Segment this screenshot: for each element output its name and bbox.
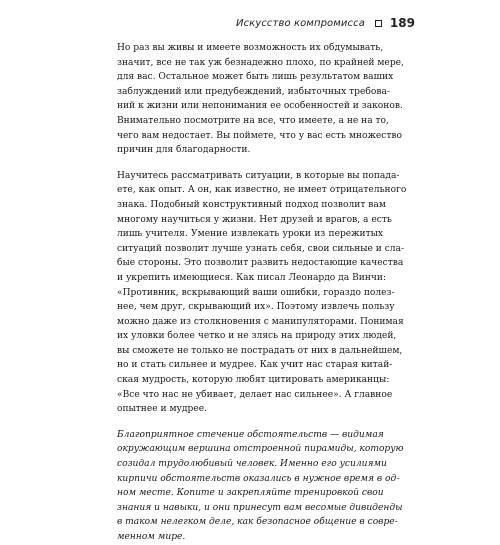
text-line: в таком нелегком деле, как безопасное общение в совре- bbox=[117, 517, 398, 528]
text-line: можно даже из столкновения с манипуляторами. Понимая bbox=[117, 316, 404, 327]
body-text bbox=[117, 41, 407, 545]
text-line: и укрепить имеющиеся. Как писал Леонардо да Винчи: bbox=[117, 272, 387, 283]
text-line: менном мире. bbox=[117, 532, 186, 542]
text-line: созидал трудолюбивый человек. Именно его усилиями bbox=[117, 459, 387, 470]
text-line: заблуждений или предубеждений, избыточных требова- bbox=[117, 86, 390, 97]
text-line: знания и навыки, и они принесут вам весомые дивиденды bbox=[117, 502, 403, 513]
text-line: чего вам недостает. Вы поймете, что у вас есть множество bbox=[117, 130, 402, 141]
text-line: ситуаций позволит лучше узнать себя, свои сильные и сла- bbox=[117, 243, 405, 254]
text-line: ете, как опыт. А он, как известно, не имеет отрицательного bbox=[117, 185, 407, 196]
running-header-title: Искусство компромисса bbox=[236, 18, 365, 29]
text-line: бые стороны. Это позволит развить недостающие качества bbox=[117, 258, 404, 269]
paragraph-circumstances bbox=[117, 428, 404, 545]
text-line: Внимательно посмотрите на все, что имеете, а не на то, bbox=[117, 115, 389, 126]
text-line: вы сможете не только не пострадать от них в дальнейшем, bbox=[117, 345, 403, 356]
text-line: для вас. Остальное может быть лишь результатом ваших bbox=[117, 72, 394, 83]
text-line: «Противник, вскрывающий ваши ошибки, гораздо полез- bbox=[117, 287, 395, 298]
text-line: ская мудрость, которую любят цитировать американцы: bbox=[117, 375, 390, 386]
text-line: нее, чем друг, скрывающий их». Поэтому извлечь пользу bbox=[117, 302, 395, 313]
text-line: Но раз вы живы и имеете возможность их обдумывать, bbox=[117, 43, 384, 53]
text-line: лишь учителя. Умение извлекать уроки из пережитых bbox=[117, 229, 383, 240]
paragraph-gratitude bbox=[117, 41, 404, 158]
text-line: причин для благодарности. bbox=[117, 145, 251, 156]
text-line: ний к жизни или непонимания ее особенностей и законов. bbox=[117, 101, 403, 112]
text-line: Благоприятное стечение обстоятельств — видимая bbox=[117, 429, 384, 440]
text-line: ном месте. Копите и закрепляйте тренировкой свои bbox=[117, 488, 384, 499]
text-line: знака. Подобный конструктивный подход позволит вам bbox=[117, 199, 386, 210]
text-line: многому научиться у жизни. Нет друзей и врагов, а есть bbox=[117, 214, 392, 225]
text-line: кирпичи обстоятельств оказались в нужное время в од- bbox=[117, 473, 400, 484]
square-bullet-icon bbox=[375, 20, 382, 27]
page-number: 189 bbox=[389, 16, 415, 30]
text-line: опытнее и мудрее. bbox=[117, 404, 207, 415]
running-header bbox=[236, 17, 415, 30]
text-line: их уловки более четко и не злясь на природу этих людей, bbox=[117, 331, 397, 342]
text-line: значит, все не так уж безнадежно плохо, по крайней мере, bbox=[117, 57, 404, 68]
text-line: «Все что нас не убивает, делает нас сильнее». А главное bbox=[117, 389, 393, 400]
text-line: но и стать сильнее и мудрее. Как учит нас старая китай- bbox=[117, 360, 393, 371]
text-line: Научитесь рассматривать ситуации, в которые вы попада- bbox=[117, 170, 400, 181]
paragraph-experience bbox=[117, 169, 407, 417]
text-line: окружающим вершина отстроенной пирамиды, которую bbox=[117, 444, 404, 455]
